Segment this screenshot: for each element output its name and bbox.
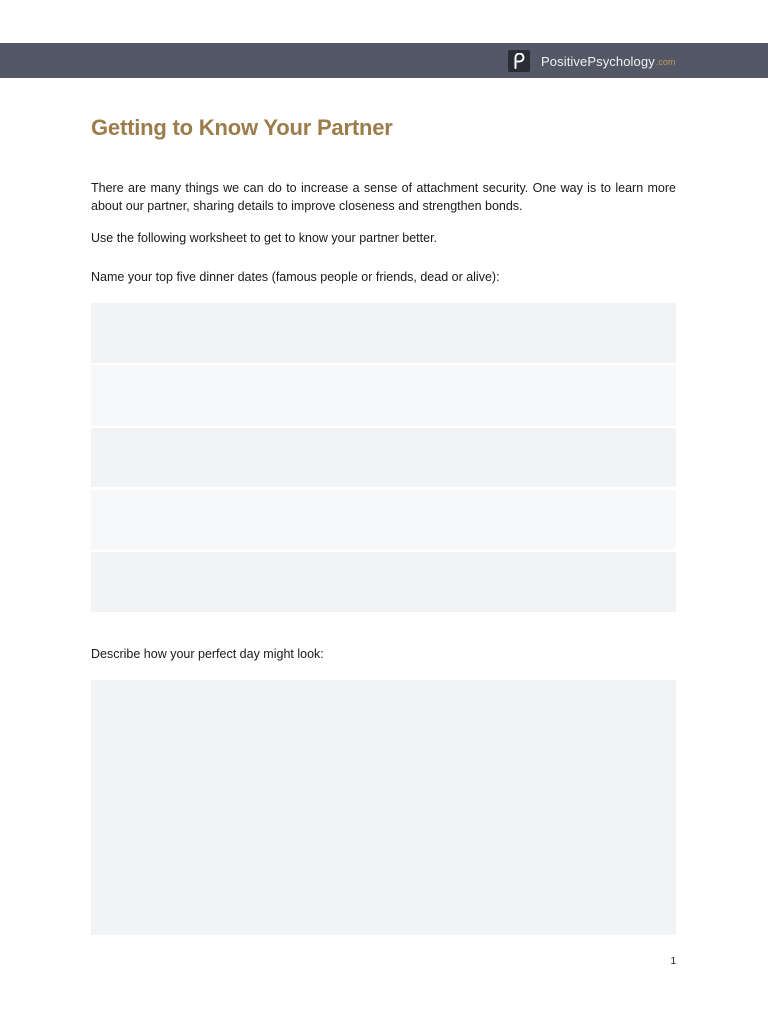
dinner-dates-prompt: Name your top five dinner dates (famous people or friends, dead or alive):: [91, 270, 500, 284]
page-title: Getting to Know Your Partner: [91, 115, 393, 140]
dinner-date-field-1[interactable]: [91, 303, 676, 363]
brand-logo-lockup: [508, 50, 675, 72]
dinner-date-field-5[interactable]: [91, 552, 676, 612]
dinner-date-field-3[interactable]: [91, 428, 676, 487]
brand-suffix: .com: [655, 57, 676, 67]
perfect-day-prompt: Describe how your perfect day might look:: [91, 647, 324, 661]
positive-psychology-logo-icon: [508, 50, 530, 72]
perfect-day-field[interactable]: [91, 680, 676, 935]
intro-paragraph: There are many things we can do to increase a sense of attachment security. One way is to learn more about our partner, sharing details to improve closeness and strengthen bonds.: [91, 181, 676, 213]
dinner-date-field-2[interactable]: [91, 365, 676, 426]
instruction-text: Use the following worksheet to get to know your partner better.: [91, 231, 438, 245]
brand-name: PositivePsychology: [541, 53, 655, 69]
page-number: 1: [670, 956, 676, 967]
dinner-date-field-4[interactable]: [91, 490, 676, 549]
